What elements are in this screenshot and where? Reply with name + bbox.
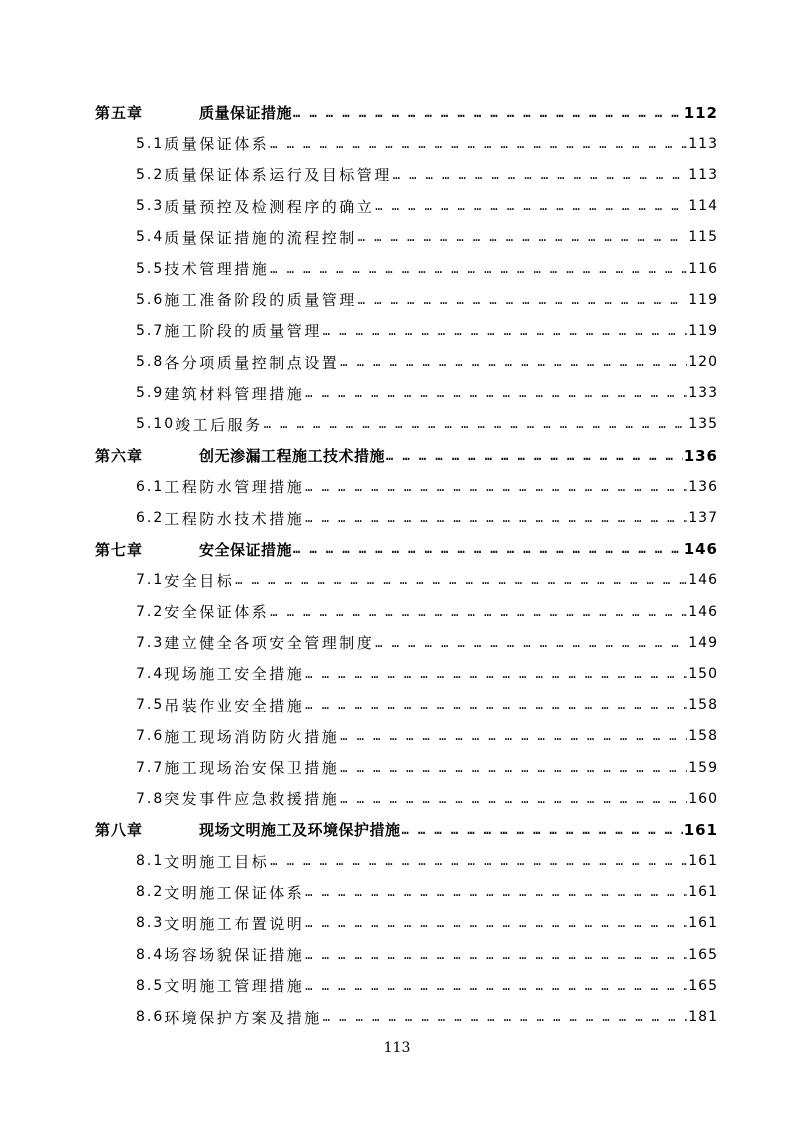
dot-leader [375,199,687,213]
dot-leader [305,979,687,993]
toc-page-number: 113 [688,135,718,152]
section-title: 现场施工安全措施 [164,665,305,684]
section-number: 8.3 [136,915,165,932]
section-number: 5.10 [136,416,176,433]
toc-page-number: 116 [688,260,718,277]
toc-section-row[interactable] [95,596,718,627]
toc-section-row[interactable] [95,939,718,970]
toc-page-number: 114 [688,198,718,215]
chapter-title: 现场文明施工及环境保护措施 [199,821,401,840]
section-title: 施工准备阶段的质量管理 [164,291,357,310]
section-title: 质量保证体系 [164,135,270,154]
section-number: 7.5 [136,697,165,714]
dot-leader [340,355,687,369]
section-title: 质量保证体系运行及目标管理 [164,166,392,185]
toc-page-number: 165 [688,946,718,963]
section-title: 施工现场消防防火措施 [164,727,340,746]
dot-leader [270,137,687,151]
dot-leader [270,262,687,276]
toc-page-number: 165 [688,977,718,994]
toc-page-number: 146 [683,540,718,559]
toc-chapter-row[interactable] [95,814,718,845]
section-number: 5.6 [136,291,165,308]
toc-section-row[interactable] [95,471,718,502]
section-number: 5.1 [136,135,165,152]
toc-chapter-row[interactable] [95,534,718,565]
toc-section-row[interactable] [95,378,718,409]
dot-leader [305,916,687,930]
toc-section-row[interactable] [95,347,718,378]
section-title: 施工阶段的质量管理 [164,322,322,341]
page-number: 113 [383,1040,411,1056]
dot-leader [264,417,688,431]
dot-leader [393,168,687,182]
section-number: 7.4 [136,665,165,682]
section-title: 环境保护方案及措施 [164,1008,322,1027]
section-title: 突发事件应急救援措施 [164,790,340,809]
section-title: 文明施工布置说明 [164,914,305,933]
dot-leader [270,605,687,619]
toc-page-number: 161 [688,884,718,901]
toc-page-number: 161 [688,853,718,870]
section-number: 6.1 [136,478,165,495]
section-title: 文明施工保证体系 [164,883,305,902]
section-number: 5.5 [136,260,165,277]
section-number: 7.7 [136,759,165,776]
toc-page-number: 136 [688,478,718,495]
toc-page-number: 181 [688,1009,718,1026]
section-number: 8.2 [136,884,165,901]
toc-section-row[interactable] [95,752,718,783]
toc-section-row[interactable] [95,658,718,689]
section-title: 质量保证措施的流程控制 [164,228,357,247]
dot-leader [386,449,683,463]
toc-page-number: 137 [688,510,718,527]
chapter-number: 第五章 [95,104,144,123]
toc-section-row[interactable] [95,159,718,190]
toc-page-number: 158 [688,728,718,745]
section-number: 6.2 [136,510,165,527]
dot-leader [323,1010,687,1024]
dot-leader [305,698,687,712]
toc-page-number: 113 [688,166,718,183]
section-title: 吊装作业安全措施 [164,696,305,715]
dot-leader [340,729,687,743]
section-title: 各分项质量控制点设置 [164,353,340,372]
dot-leader [305,480,687,494]
section-title: 技术管理措施 [164,260,270,279]
chapter-title: 质量保证措施 [199,104,293,123]
section-title: 场容场貌保证措施 [164,946,305,965]
toc-page-number: 161 [688,915,718,932]
section-number: 8.6 [136,1009,165,1026]
section-number: 7.2 [136,603,165,620]
toc-section-row[interactable] [95,191,718,222]
section-number: 5.7 [136,322,165,339]
chapter-title: 安全保证措施 [199,540,293,559]
toc-page-number: 119 [688,322,718,339]
section-title: 工程防水管理措施 [164,478,305,497]
section-title: 安全保证体系 [164,603,270,622]
chapter-number: 第八章 [95,821,144,840]
section-number: 5.3 [136,198,165,215]
dot-leader [305,511,687,525]
section-number: 7.1 [136,572,165,589]
toc-section-row[interactable] [95,409,718,440]
toc-section-row[interactable] [95,315,718,346]
chapter-title: 创无渗漏工程施工技术措施 [199,447,386,466]
section-number: 7.8 [136,790,165,807]
dot-leader [235,573,687,587]
toc-page-number: 160 [688,790,718,807]
dot-leader [323,324,687,338]
dot-leader [305,948,687,962]
dot-leader [375,636,687,650]
toc-section-row[interactable] [95,565,718,596]
toc-section-row[interactable] [95,846,718,877]
section-title: 竣工后服务 [175,415,263,434]
dot-leader [293,542,683,556]
section-number: 7.6 [136,728,165,745]
toc-section-row[interactable] [95,783,718,814]
toc-page-number: 135 [688,416,718,433]
toc-chapter-row[interactable] [95,440,718,471]
section-number: 8.1 [136,853,165,870]
chapter-number: 第六章 [95,447,144,466]
toc-page-number: 115 [688,229,718,246]
section-number: 5.8 [136,354,165,371]
toc-chapter-row[interactable] [95,97,718,128]
toc-section-row[interactable] [95,222,718,253]
section-title: 文明施工管理措施 [164,977,305,996]
toc-section-row[interactable] [95,128,718,159]
toc-page-number: 133 [688,385,718,402]
toc-page-number: 150 [688,665,718,682]
chapter-number: 第七章 [95,540,144,559]
toc-section-row[interactable] [95,908,718,939]
toc-page-number: 112 [683,103,718,122]
toc-section-row[interactable] [95,1001,718,1032]
toc-section-row[interactable] [95,284,718,315]
dot-leader [402,823,683,837]
section-title: 文明施工目标 [164,852,270,871]
toc-section-row[interactable] [95,627,718,658]
toc-section-row[interactable] [95,502,718,533]
toc-section-row[interactable] [95,253,718,284]
toc-section-row[interactable] [95,721,718,752]
dot-leader [340,792,687,806]
table-of-contents [95,97,718,1033]
toc-page-number: 159 [688,759,718,776]
toc-page-number: 149 [688,634,718,651]
toc-page-number: 161 [683,820,718,839]
section-title: 质量预控及检测程序的确立 [164,197,375,216]
section-title: 安全目标 [164,571,235,590]
dot-leader [358,230,687,244]
section-title: 建筑材料管理措施 [164,384,305,403]
section-number: 5.4 [136,229,165,246]
dot-leader [293,106,683,120]
dot-leader [305,386,687,400]
section-number: 7.3 [136,634,165,651]
dot-leader [305,667,687,681]
section-title: 建立健全各项安全管理制度 [164,634,375,653]
toc-page-number: 146 [688,603,718,620]
toc-page-number: 136 [683,446,718,465]
toc-page-number: 119 [688,291,718,308]
section-number: 5.9 [136,385,165,402]
dot-leader [340,761,687,775]
toc-page-number: 120 [688,354,718,371]
section-number: 8.4 [136,946,165,963]
dot-leader [305,885,687,899]
dot-leader [358,293,687,307]
section-title: 工程防水技术措施 [164,509,305,528]
section-title: 施工现场治安保卫措施 [164,759,340,778]
toc-section-row[interactable] [95,970,718,1001]
section-number: 5.2 [136,166,165,183]
toc-section-row[interactable] [95,877,718,908]
toc-section-row[interactable] [95,690,718,721]
toc-page-number: 158 [688,697,718,714]
section-number: 8.5 [136,977,165,994]
toc-page-number: 146 [688,572,718,589]
dot-leader [270,854,687,868]
